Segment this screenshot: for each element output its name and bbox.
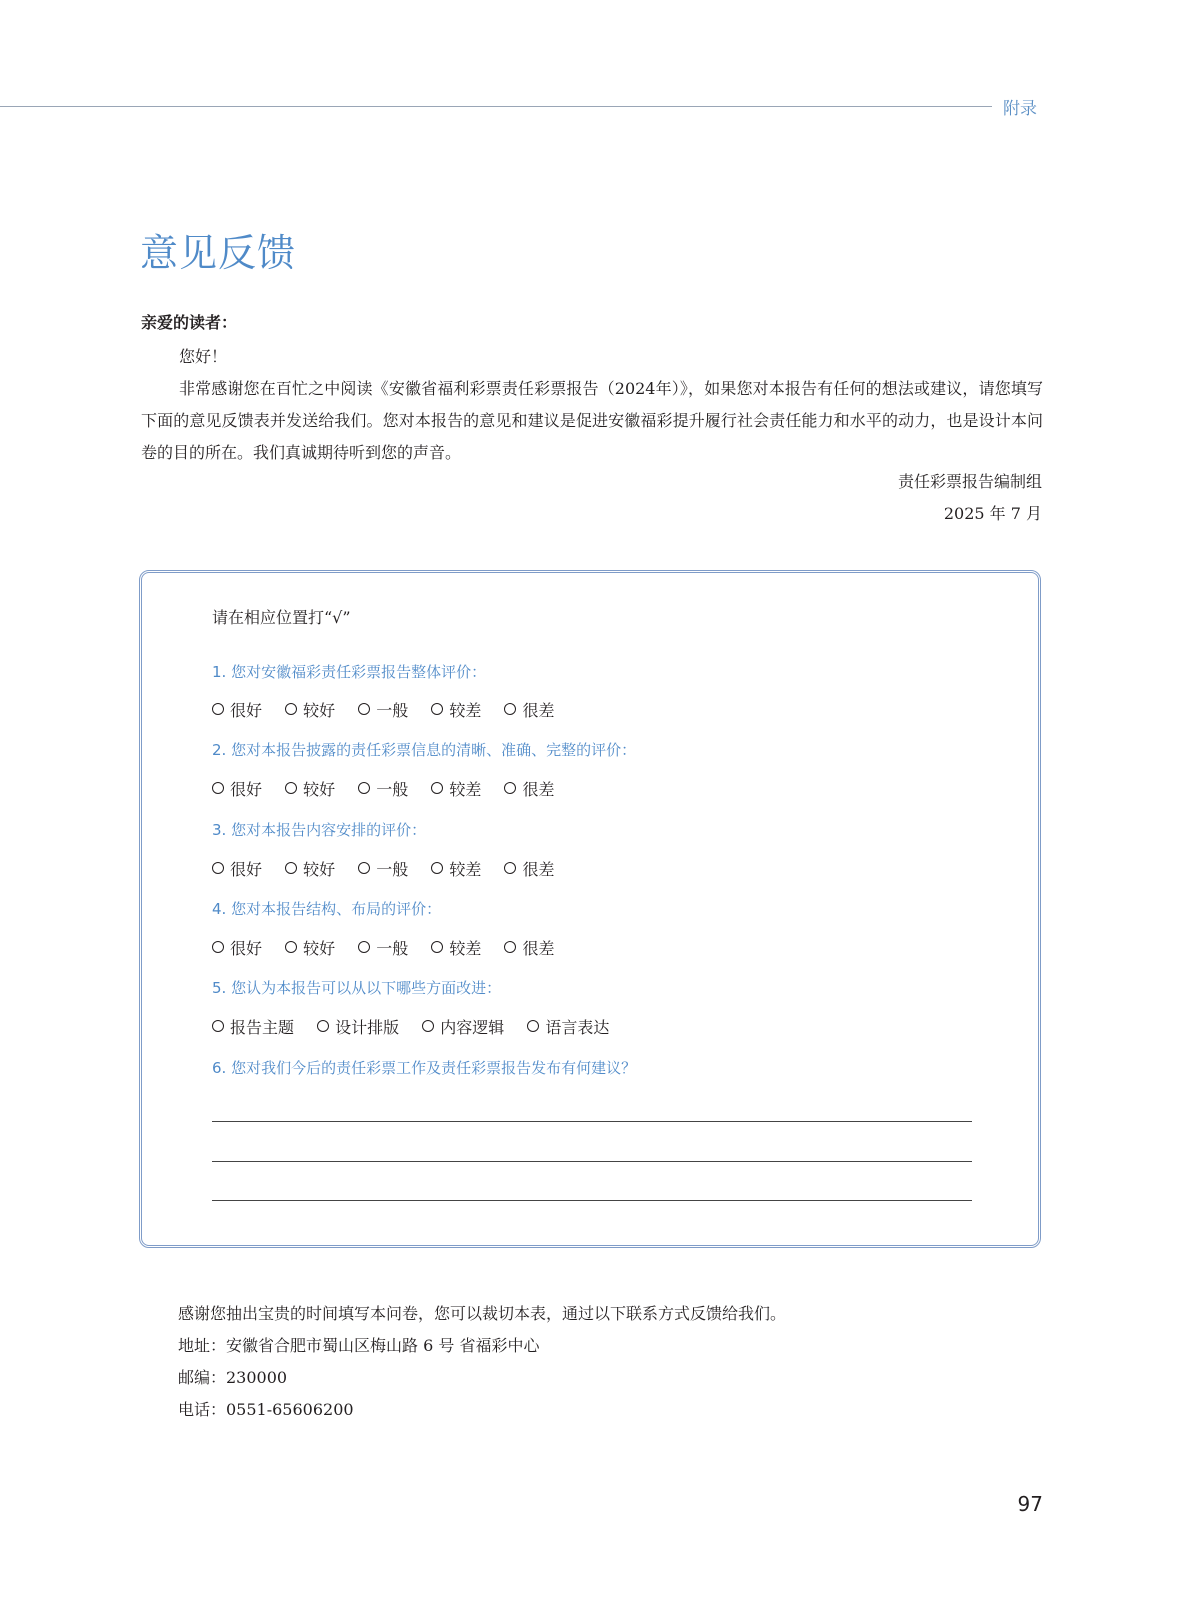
radio-circle-icon[interactable] xyxy=(285,862,297,874)
radio-circle-icon[interactable] xyxy=(431,782,443,794)
option-radio[interactable]: 较差 xyxy=(431,698,481,721)
radio-circle-icon[interactable] xyxy=(212,782,224,794)
radio-circle-icon[interactable] xyxy=(358,862,370,874)
radio-circle-icon[interactable] xyxy=(358,782,370,794)
radio-circle-icon[interactable] xyxy=(358,703,370,715)
phone: 电话：0551-65606200 xyxy=(178,1400,354,1419)
radio-circle-icon[interactable] xyxy=(422,1020,434,1032)
option-radio[interactable]: 很差 xyxy=(504,857,554,880)
page-title: 意见反馈 xyxy=(140,231,297,275)
radio-circle-icon[interactable] xyxy=(212,862,224,874)
option-radio[interactable]: 一般 xyxy=(358,936,408,959)
radio-circle-icon[interactable] xyxy=(212,703,224,715)
option-radio[interactable]: 很好 xyxy=(212,857,262,880)
option-radio[interactable]: 一般 xyxy=(358,698,408,721)
question-4-title: 4. 您对本报告结构、布局的评价： xyxy=(212,900,442,918)
option-radio[interactable]: 一般 xyxy=(358,857,408,880)
radio-circle-icon[interactable] xyxy=(285,703,297,715)
option-radio[interactable]: 较好 xyxy=(285,777,335,800)
option-radio[interactable]: 较差 xyxy=(431,936,481,959)
radio-circle-icon[interactable] xyxy=(212,1020,224,1032)
address: 地址：安徽省合肥市蜀山区梅山路 6 号 省福彩中心 xyxy=(178,1336,540,1355)
radio-circle-icon[interactable] xyxy=(317,1020,329,1032)
feedback-form xyxy=(139,570,1041,1248)
option-radio[interactable]: 较好 xyxy=(285,698,335,721)
option-radio[interactable]: 较差 xyxy=(431,857,481,880)
option-radio[interactable]: 较好 xyxy=(285,857,335,880)
question-1-options xyxy=(212,698,572,721)
radio-circle-icon[interactable] xyxy=(431,703,443,715)
radio-circle-icon[interactable] xyxy=(527,1020,539,1032)
salutation: 亲爱的读者： xyxy=(141,313,238,332)
section-label: 附录 xyxy=(1003,99,1037,119)
option-radio[interactable]: 很好 xyxy=(212,698,262,721)
radio-circle-icon[interactable] xyxy=(504,782,516,794)
answer-line[interactable] xyxy=(212,1161,972,1162)
option-radio[interactable]: 较好 xyxy=(285,936,335,959)
option-radio[interactable]: 很好 xyxy=(212,777,262,800)
option-radio[interactable]: 很差 xyxy=(504,777,554,800)
contact-info xyxy=(178,1298,786,1426)
option-checkbox[interactable]: 设计排版 xyxy=(317,1015,399,1038)
option-radio[interactable]: 很差 xyxy=(504,936,554,959)
question-4-options xyxy=(212,936,572,959)
radio-circle-icon[interactable] xyxy=(285,941,297,953)
option-checkbox[interactable]: 内容逻辑 xyxy=(422,1015,504,1038)
question-1-title: 1. 您对安徽福彩责任彩票报告整体评价： xyxy=(212,663,487,681)
letter-body xyxy=(141,341,1043,469)
question-5-options xyxy=(212,1015,627,1038)
radio-circle-icon[interactable] xyxy=(358,941,370,953)
thanks-text: 感谢您抽出宝贵的时间填写本问卷，您可以裁切本表，通过以下联系方式反馈给我们。 xyxy=(178,1304,787,1323)
option-radio[interactable]: 很好 xyxy=(212,936,262,959)
question-6-title: 6. 您对我们今后的责任彩票工作及责任彩票报告发布有何建议？ xyxy=(212,1059,637,1077)
radio-circle-icon[interactable] xyxy=(504,703,516,715)
page-number: 97 xyxy=(1017,1492,1043,1516)
question-2-title: 2. 您对本报告披露的责任彩票信息的清晰、准确、完整的评价： xyxy=(212,741,637,759)
option-checkbox[interactable]: 语言表达 xyxy=(527,1015,609,1038)
option-radio[interactable]: 一般 xyxy=(358,777,408,800)
radio-circle-icon[interactable] xyxy=(504,862,516,874)
answer-line[interactable] xyxy=(212,1121,972,1122)
question-3-options xyxy=(212,857,572,880)
answer-line[interactable] xyxy=(212,1200,972,1201)
radio-circle-icon[interactable] xyxy=(212,941,224,953)
option-checkbox[interactable]: 报告主题 xyxy=(212,1015,294,1038)
postcode: 邮编：230000 xyxy=(178,1368,288,1387)
radio-circle-icon[interactable] xyxy=(431,941,443,953)
radio-circle-icon[interactable] xyxy=(504,941,516,953)
option-radio[interactable]: 较差 xyxy=(431,777,481,800)
greeting: 您好！ xyxy=(179,347,228,366)
question-3-title: 3. 您对本报告内容安排的评价： xyxy=(212,821,427,839)
question-5-title: 5. 您认为本报告可以从以下哪些方面改进： xyxy=(212,979,502,997)
radio-circle-icon[interactable] xyxy=(285,782,297,794)
letter-date: 2025 年 7 月 xyxy=(943,504,1042,523)
signature: 责任彩票报告编制组 xyxy=(897,472,1042,491)
option-radio[interactable]: 很差 xyxy=(504,698,554,721)
intro-paragraph: 非常感谢您在百忙之中阅读《安徽省福利彩票责任彩票报告（2024年）》，如果您对本报告有任何的想法或建议，请您填写下面的意见反馈表并发送给我们。您对本报告的意见和建议是促进安徽福彩提升履行社会责任能力和水平的动力，也是设计本问卷的目的所在。我们真诚期待听到您的声音。 xyxy=(141,379,1043,462)
question-2-options xyxy=(212,777,572,800)
header-rule xyxy=(0,106,992,107)
form-instruction: 请在相应位置打“√” xyxy=(212,608,351,627)
radio-circle-icon[interactable] xyxy=(431,862,443,874)
